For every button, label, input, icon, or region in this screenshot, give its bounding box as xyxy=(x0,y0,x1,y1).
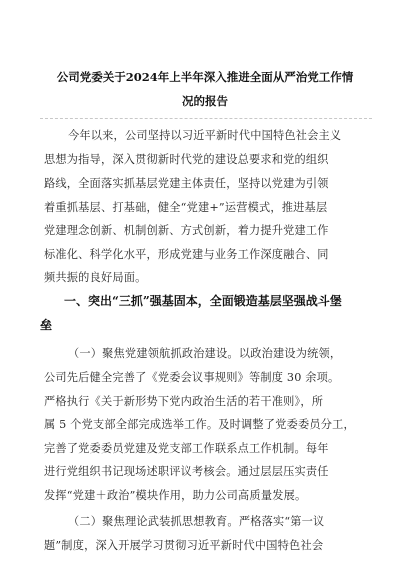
document-title-line-2: 况的报告 xyxy=(182,94,228,108)
title-divider xyxy=(40,118,372,119)
intro-line-4: 着重抓基层、打基础，健全“党建+”运营模式，推进基层 xyxy=(44,201,328,214)
para-1-line-7: 发挥“党建＋政治”模块作用，助力公司高质量发展。 xyxy=(44,489,307,502)
intro-line-2: 思想为指导，深入贯彻新时代党的建设总要求和党的组织 xyxy=(44,153,329,166)
section-1-heading: 一、突出“三抓”强基固本，全面锻造基层坚强战斗堡 xyxy=(64,294,342,308)
para-1-line-5: 完善了党委委员党建及党支部工作联系点工作机制。每年 xyxy=(44,442,329,455)
section-1-heading-continued: 垒 xyxy=(40,318,53,332)
para-1-line-6: 进行党组织书记现场述职评议考核会。通过层层压实责任 xyxy=(44,465,329,478)
para-1-line-1: （一）聚焦党建领航抓政治建设。以政治建设为统领， xyxy=(68,347,342,360)
intro-line-5: 党建理念创新、机制创新、方式创新，着力提升党建工作 xyxy=(44,224,329,237)
intro-line-3: 路线，全面落实抓基层党建主体责任，坚持以党建为引领 xyxy=(44,177,329,190)
intro-line-1: 今年以来，公司坚持以习近平新时代中国特色社会主义 xyxy=(68,129,342,142)
document-title-line-1: 公司党委关于2024年上半年深入推进全面从严治党工作情 xyxy=(56,70,354,84)
para-1-line-4: 属 5 个党支部全部完成选举工作。及时调整了党委委员分工， xyxy=(44,418,355,431)
intro-line-7: 频共振的良好局面。 xyxy=(44,271,147,284)
para-1-line-2: 公司先后健全完善了《党委会议事规则》等制度 30 余项。 xyxy=(44,371,340,384)
para-2-line-1: （二）聚焦理论武装抓思想教育。严格落实“第一议 xyxy=(68,515,325,528)
para-1-line-3: 严格执行《关于新形势下党内政治生活的若干准则》，所 xyxy=(44,395,324,408)
intro-line-6: 标准化、科学化水平，形成党建与业务工作深度融合、同 xyxy=(44,248,329,261)
para-2-line-2: 题”制度，深入开展学习贯彻习近平新时代中国特色社会 xyxy=(44,539,324,552)
